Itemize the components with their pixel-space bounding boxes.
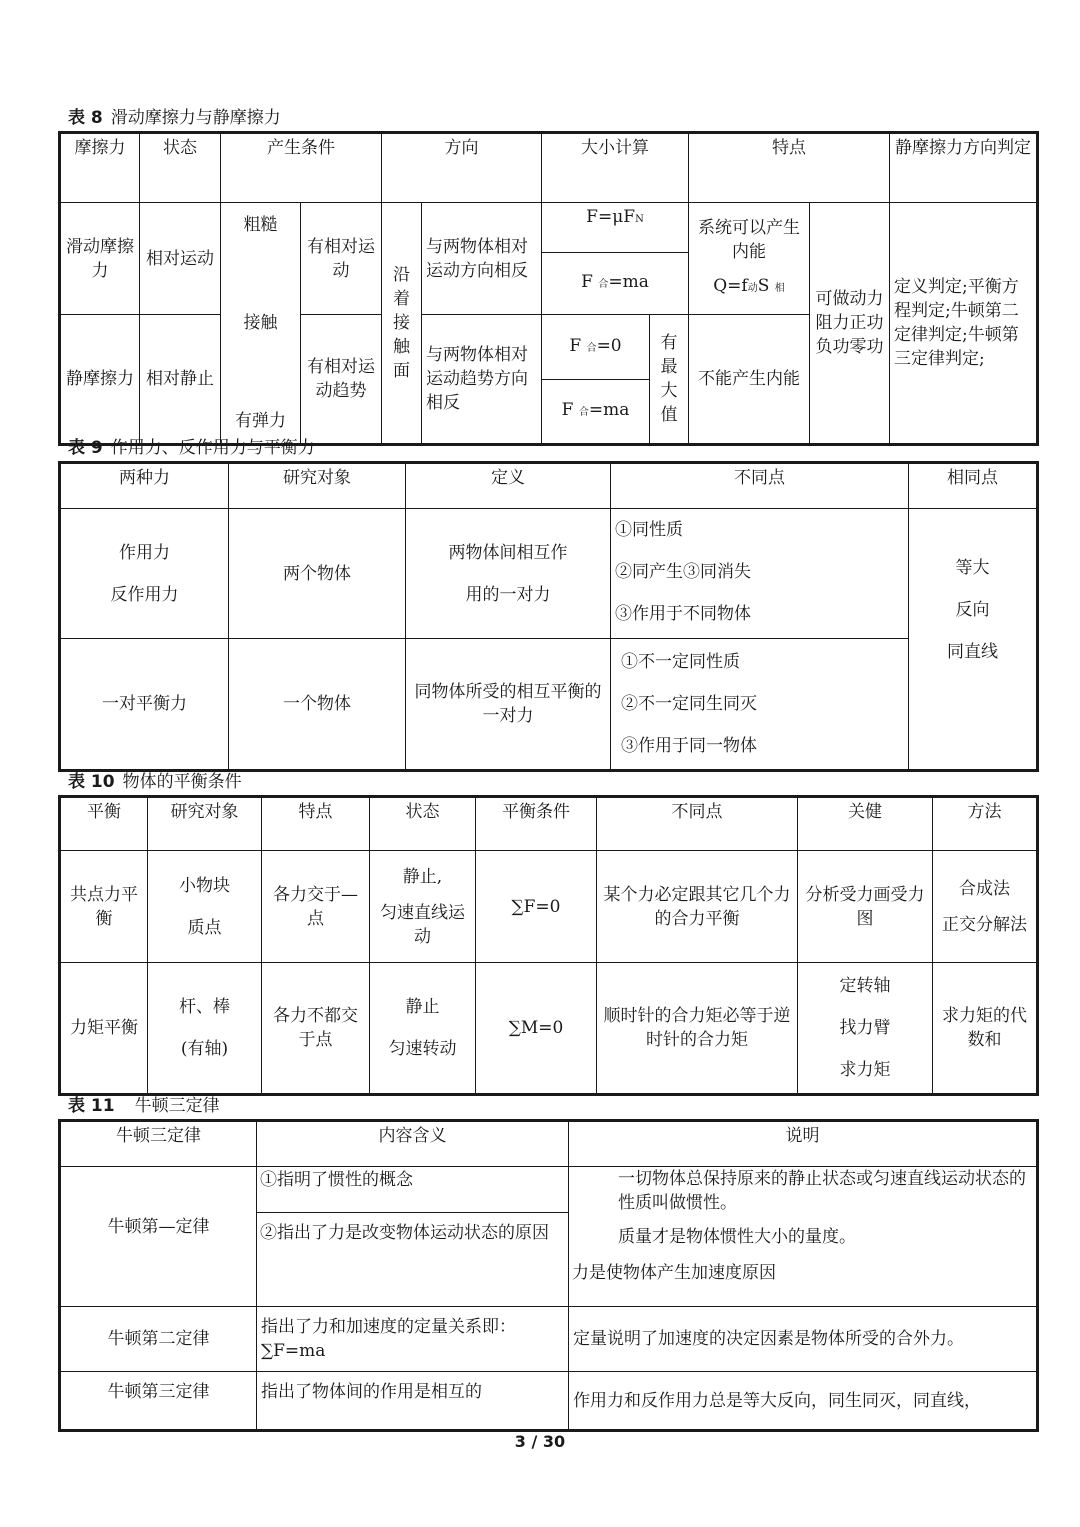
t11-first-law: 牛顿第—定律 bbox=[60, 1167, 257, 1307]
t9-action-reaction bbox=[60, 509, 229, 639]
table10-title: 物体的平衡条件 bbox=[122, 772, 242, 792]
t10-header-object: 研究对象 bbox=[148, 797, 262, 851]
t10-header-state: 状态 bbox=[370, 797, 476, 851]
table9-title: 作用力、反作用力与平衡力 bbox=[110, 438, 315, 458]
t8-static-calc1 bbox=[542, 315, 650, 380]
t9-header-differences: 不同点 bbox=[611, 463, 909, 509]
t10-concurrent-method1: 合成法 bbox=[959, 878, 1010, 899]
t10-moment-state2: 匀速转动 bbox=[388, 1039, 457, 1059]
t9-reaction: 反作用力 bbox=[110, 584, 179, 605]
t8-sliding-name: 滑动摩擦力 bbox=[60, 203, 140, 315]
t8-header-direction: 方向 bbox=[382, 133, 542, 203]
t11-first-content2: ②指出了力是改变物体运动状态的原因 bbox=[260, 1223, 549, 1243]
t9-header-same: 相同点 bbox=[909, 463, 1038, 509]
t9-header-definition: 定义 bbox=[406, 463, 611, 509]
t11-third-law: 牛顿第三定律 bbox=[60, 1372, 257, 1431]
t8-sliding-feature-b bbox=[693, 274, 805, 301]
t10-concurrent-object2: 质点 bbox=[187, 917, 222, 938]
t9-row2-definition: 同物体所受的相互平衡的一对力 bbox=[406, 639, 611, 771]
t10-concurrent-name: 共点力平衡 bbox=[60, 851, 148, 963]
t8-sliding-cond: 有相对运动 bbox=[301, 203, 382, 315]
t8-static-name: 静摩擦力 bbox=[60, 315, 140, 445]
t10-concurrent-feature: 各力交于—点 bbox=[262, 851, 370, 963]
t8-q-sub2: 相 bbox=[774, 283, 785, 294]
t8-sliding-calc1 bbox=[542, 203, 689, 253]
t10-moment-name: 力矩平衡 bbox=[60, 963, 148, 1095]
t10-moment-difference: 顺时针的合力矩必等于逆时针的合力矩 bbox=[597, 963, 798, 1095]
t11-third-content: 指出了物体间的作用是相互的 bbox=[257, 1372, 569, 1431]
t9-row1-definition bbox=[406, 509, 611, 639]
t10-moment-key bbox=[798, 963, 933, 1095]
t10-concurrent-method bbox=[933, 851, 1038, 963]
t11-header-content: 内容含义 bbox=[257, 1121, 569, 1167]
t8-cond-rough: 粗糙 bbox=[243, 215, 278, 235]
t10-concurrent-method2: 正交分解法 bbox=[942, 914, 1027, 935]
t11-second-law: 牛顿第二定律 bbox=[60, 1307, 257, 1372]
t10-moment-key2: 找力臂 bbox=[839, 1018, 891, 1038]
table11 bbox=[58, 1119, 1039, 1432]
t9-header-forces: 两种力 bbox=[60, 463, 229, 509]
t9-same2: 反向 bbox=[955, 600, 990, 620]
t10-moment-condition: ∑M=0 bbox=[476, 963, 597, 1095]
t8-header-magnitude: 大小计算 bbox=[542, 133, 689, 203]
t9-row1-object: 两个物体 bbox=[229, 509, 406, 639]
t8-static-calc2-post: =ma bbox=[588, 400, 630, 420]
t8-calc-mu-sub: N bbox=[635, 214, 644, 225]
t9-same1: 等大 bbox=[955, 558, 990, 578]
t9-action: 作用力 bbox=[119, 542, 170, 563]
page-number: 3 / 30 bbox=[514, 1432, 566, 1451]
t9-row1-diff2: ②同产生③同消失 bbox=[615, 562, 751, 582]
t9-row1-diff3: ③作用于不同物体 bbox=[615, 604, 751, 624]
table9 bbox=[58, 461, 1039, 772]
t10-concurrent-object1: 小物块 bbox=[179, 875, 230, 896]
t10-moment-object bbox=[148, 963, 262, 1095]
t8-work: 可做动力阻力正功负功零功 bbox=[810, 203, 890, 445]
t10-moment-object1: 杆、棒 bbox=[179, 997, 230, 1017]
t10-moment-method: 求力矩的代数和 bbox=[933, 963, 1038, 1095]
t8-static-calc2-sub: 合 bbox=[578, 407, 589, 418]
t8-static-calc1-pre: F bbox=[569, 335, 582, 356]
t11-first-content1: ①指明了惯性的概念 bbox=[257, 1168, 568, 1213]
t9-same bbox=[909, 509, 1038, 771]
t10-concurrent-difference: 某个力必定跟其它几个力的合力平衡 bbox=[597, 851, 798, 963]
t11-header-law: 牛顿三定律 bbox=[60, 1121, 257, 1167]
table8-number: 表 8 bbox=[68, 108, 103, 128]
t8-static-calc1-sub: 合 bbox=[586, 342, 597, 354]
t9-row1-diff1: ①同性质 bbox=[615, 520, 683, 540]
t8-calc-mu: F=μF bbox=[586, 207, 636, 227]
t9-row2-diff2: ②不一定同生同灭 bbox=[621, 694, 757, 714]
t9-balance-pair: 一对平衡力 bbox=[60, 639, 229, 771]
t8-q-sub1: 动 bbox=[747, 283, 758, 294]
table11-number: 表 11 bbox=[68, 1096, 115, 1116]
t10-moment-key1: 定转轴 bbox=[839, 976, 891, 996]
t8-static-cond: 有相对运动趋势 bbox=[301, 315, 382, 445]
t8-cond-contact: 接触 bbox=[243, 313, 278, 333]
t8-header-feature: 特点 bbox=[689, 133, 890, 203]
t10-header-condition: 平衡条件 bbox=[476, 797, 597, 851]
t8-static-calc2-pre: F bbox=[561, 400, 574, 420]
t10-concurrent-state1: 静止, bbox=[402, 866, 443, 887]
table9-number: 表 9 bbox=[68, 438, 103, 458]
t10-header-method: 方法 bbox=[933, 797, 1038, 851]
t8-sliding-calc2-sub: 合 bbox=[598, 279, 609, 290]
t10-moment-object2: (有轴) bbox=[180, 1039, 229, 1059]
t8-static-feature: 不能产生内能 bbox=[689, 315, 810, 445]
t11-first-note3: 力是使物体产生加速度原因 bbox=[572, 1263, 776, 1283]
t8-header-condition: 产生条件 bbox=[221, 133, 382, 203]
table10-number: 表 10 bbox=[68, 772, 115, 792]
t11-first-note1: 一切物体总保持原来的静止状态或匀速直线运动状态的性质叫做惯性。 bbox=[618, 1169, 1026, 1213]
table10-caption bbox=[68, 771, 242, 793]
t9-row2-diff1: ①不一定同性质 bbox=[621, 652, 740, 672]
t8-static-calc2 bbox=[542, 380, 650, 445]
t9-row2-diff3: ③作用于同一物体 bbox=[621, 736, 757, 756]
t8-sliding-direction: 与两物体相对运动方向相反 bbox=[422, 203, 542, 315]
t10-concurrent-state2: 匀速直线运动 bbox=[380, 902, 465, 947]
t10-concurrent-state bbox=[370, 851, 476, 963]
t10-concurrent-object bbox=[148, 851, 262, 963]
t9-header-object: 研究对象 bbox=[229, 463, 406, 509]
table8-title: 滑动摩擦力与静摩擦力 bbox=[110, 108, 281, 128]
t8-static-direction: 与两物体相对运动趋势方向相反 bbox=[422, 315, 542, 445]
t8-cond-elastic: 有弹力 bbox=[235, 411, 286, 431]
t8-sliding-calc2-post: =ma bbox=[608, 272, 649, 292]
t10-concurrent-key: 分析受力画受力图 bbox=[798, 851, 933, 963]
t8-judge: 定义判定;平衡方程判定;牛顿第二定律判定;牛顿第三定律判定; bbox=[890, 203, 1038, 445]
t8-static-calc1-post: =0 bbox=[596, 335, 622, 356]
t9-same3: 同直线 bbox=[947, 642, 998, 662]
t8-along-text: 沿着接触面 bbox=[393, 265, 410, 381]
t11-first-note bbox=[569, 1167, 1038, 1307]
t10-header-feature: 特点 bbox=[262, 797, 370, 851]
t8-header-judge: 静摩擦力方向判定 bbox=[890, 133, 1038, 203]
table9-caption bbox=[68, 437, 315, 459]
t10-moment-feature: 各力不都交于点 bbox=[262, 963, 370, 1095]
t11-second-content: 指出了力和加速度的定量关系即：∑F=ma bbox=[257, 1307, 569, 1372]
t8-sliding-feature-a: 系统可以产生内能 bbox=[698, 218, 800, 262]
t8-sliding-feature bbox=[689, 203, 810, 315]
t10-concurrent-condition: ∑F=0 bbox=[476, 851, 597, 963]
t8-header-state: 状态 bbox=[140, 133, 221, 203]
t8-sliding-calc2-pre: F bbox=[581, 272, 593, 292]
t11-third-note: 作用力和反作用力总是等大反向，同生同灭，同直线， bbox=[569, 1372, 1038, 1431]
t9-row1-def1: 两物体间相互作 bbox=[448, 542, 568, 563]
t9-row1-differences bbox=[611, 509, 909, 639]
table8-caption bbox=[68, 107, 281, 129]
t10-header-difference: 不同点 bbox=[597, 797, 798, 851]
t10-header-balance: 平衡 bbox=[60, 797, 148, 851]
t10-moment-state bbox=[370, 963, 476, 1095]
t11-second-note: 定量说明了加速度的决定因素是物体所受的合外力。 bbox=[569, 1307, 1038, 1372]
t8-static-state: 相对静止 bbox=[140, 315, 221, 445]
t8-header-friction: 摩擦力 bbox=[60, 133, 140, 203]
t8-static-max bbox=[650, 315, 689, 445]
table11-caption bbox=[68, 1095, 220, 1117]
table10 bbox=[58, 795, 1039, 1096]
t11-first-note2: 质量才是物体惯性大小的量度。 bbox=[618, 1227, 856, 1247]
t8-sliding-calc2 bbox=[542, 253, 689, 315]
t8-q-pre: Q=f bbox=[713, 276, 748, 296]
t11-first-content bbox=[257, 1167, 569, 1307]
t9-row1-def2: 用的一对力 bbox=[465, 584, 551, 605]
t9-row2-object: 一个物体 bbox=[229, 639, 406, 771]
t11-header-note: 说明 bbox=[569, 1121, 1038, 1167]
t8-q-mid: S bbox=[757, 276, 770, 296]
table8 bbox=[58, 131, 1039, 446]
t10-moment-key3: 求力矩 bbox=[839, 1060, 891, 1080]
t8-sliding-state: 相对运动 bbox=[140, 203, 221, 315]
t8-cond-common bbox=[221, 203, 301, 445]
t8-along-surface bbox=[382, 203, 422, 445]
t10-header-key: 关健 bbox=[798, 797, 933, 851]
t9-row2-differences bbox=[611, 639, 909, 771]
t8-static-max-text: 有最大值 bbox=[660, 333, 678, 425]
t10-moment-state1: 静止 bbox=[405, 997, 440, 1017]
table11-title: 牛顿三定律 bbox=[134, 1096, 220, 1116]
